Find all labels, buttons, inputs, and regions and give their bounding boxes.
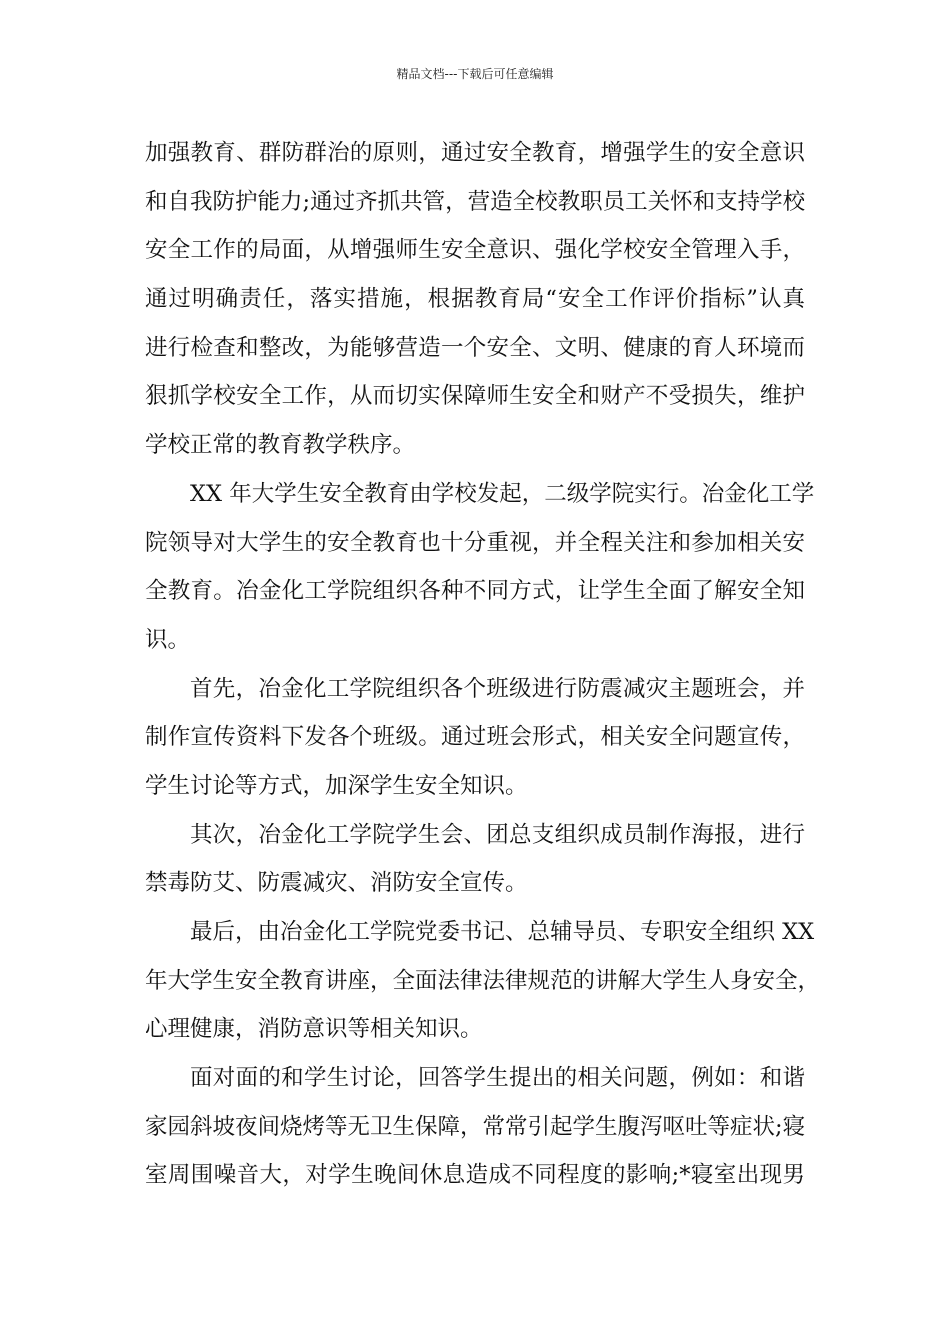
- text-line: XX 年大学生安全教育由学校发起，二级学院实行。冶金化工学: [190, 480, 815, 507]
- paragraph-3: [145, 665, 805, 811]
- text-line: 和自我防护能力;通过齐抓共管，营造全校教职员工关怀和支持学校: [145, 188, 806, 215]
- text-line: 安全工作的局面，从增强师生安全意识、强化学校安全管理入手，: [145, 237, 805, 264]
- text-line: 室周围噪音大，对学生晚间休息造成不同程度的影响;*寝室出现男: [145, 1162, 805, 1189]
- text-line: 加强教育、群防群治的原则，通过安全教育，增强学生的安全意识: [145, 140, 805, 166]
- document-body: [145, 129, 821, 1200]
- text-line: 狠抓学校安全工作，从而切实保障师生安全和财产不受损失，维护: [145, 383, 805, 410]
- text-line: 面对面的和学生讨论，回答学生提出的相关问题，例如：和谐: [190, 1065, 805, 1092]
- text-line: 学生讨论等方式，加深学生安全知识。: [145, 772, 528, 799]
- text-line: 最后，由冶金化工学院党委书记、总辅导员、专职安全组织 XX: [190, 919, 815, 945]
- paragraph-4: [145, 811, 805, 908]
- text-line: 制作宣传资料下发各个班级。通过班会形式，相关安全问题宣传，: [145, 724, 805, 751]
- paragraph-6: [145, 1054, 805, 1200]
- text-line: 年大学生安全教育讲座，全面法律法律规范的讲解大学生人身安全，: [145, 967, 821, 994]
- text-line: 学校正常的教育教学秩序。: [145, 432, 416, 459]
- text-line: 通过明确责任，落实措施，根据教育局“安全工作评价指标”认真: [145, 286, 805, 313]
- text-line: 其次，冶金化工学院学生会、团总支组织成员制作海报，进行: [190, 821, 805, 848]
- paragraph-2: [145, 470, 815, 665]
- text-line: 全教育。冶金化工学院组织各种不同方式，让学生全面了解安全知: [145, 578, 805, 605]
- paragraph-5: [145, 908, 821, 1054]
- text-line: 识。: [145, 626, 191, 653]
- text-line: 禁毒防艾、防震减灾、消防安全宣传。: [145, 870, 528, 897]
- paragraph-1: [145, 129, 805, 470]
- page-header: 精品文档---下载后可任意编辑: [396, 67, 554, 81]
- text-line: 家园斜坡夜间烧烤等无卫生保障，常常引起学生腹泻呕吐等症状;寝: [145, 1113, 806, 1140]
- text-line: 进行检查和整改，为能够营造一个安全、文明、健康的育人环境而: [145, 334, 805, 361]
- text-line: 首先，冶金化工学院组织各个班级进行防震减灾主题班会，并: [190, 675, 805, 702]
- text-line: 心理健康，消防意识等相关知识。: [145, 1016, 483, 1043]
- text-line: 院领导对大学生的安全教育也十分重视，并全程关注和参加相关安: [145, 529, 805, 556]
